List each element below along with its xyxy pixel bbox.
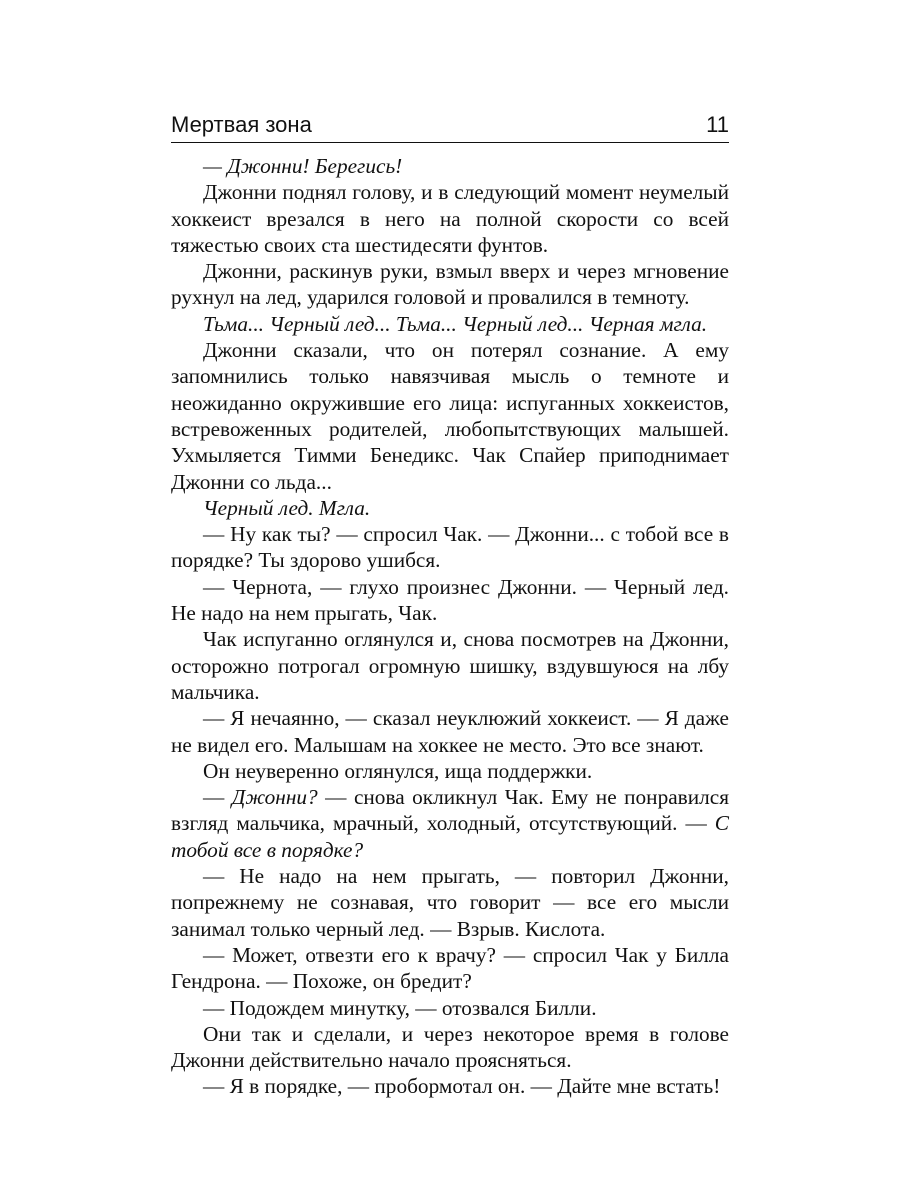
paragraph <box>171 311 729 337</box>
text-run: — Ну как ты? — спросил Чак. — Джонни... с тобой все в порядке? Ты здорово ушибся. <box>171 522 729 573</box>
paragraph <box>171 705 729 758</box>
text-run: — <box>203 785 232 810</box>
italic-text: Черный лед. Мгла. <box>203 495 371 520</box>
paragraph <box>171 179 729 258</box>
paragraph <box>171 1021 729 1074</box>
running-header <box>171 112 729 143</box>
paragraph <box>171 626 729 705</box>
paragraph <box>171 863 729 942</box>
paragraph <box>171 995 729 1021</box>
page-number: 11 <box>706 112 729 137</box>
paragraph <box>171 521 729 574</box>
text-run: — Может, отвезти его к врачу? — спросил Чак у Билла Гендрона. — Похоже, он бредит? <box>171 942 729 994</box>
text-run: — Я в порядке, — пробормотал он. — Дайте мне встать! <box>203 1074 721 1099</box>
italic-text: Тьма... Черный лед... Тьма... Черный лед... Черная мгла. <box>203 311 708 336</box>
italic-text: С тобой все в порядке? <box>171 811 729 862</box>
text-run: Джонни сказали, что он потерял сознание. А ему запомнились только навязчивая мысль о темноте и неожиданно окружившие его лица: испуганных хоккеистов, встревоженных родителей, любопытствующих малышей. Ухмыляется Тимми Бенедикс. Чак Спайер приподнимает Джонни со льда... <box>171 338 729 494</box>
page-body <box>171 153 729 1100</box>
text-run: — Чернота, — глухо произнес Джонни. — Черный лед. Не надо на нем прыгать, Чак. <box>171 574 729 626</box>
book-page <box>171 112 729 1100</box>
italic-text: — Джонни! Берегись! <box>203 154 403 178</box>
paragraph <box>171 574 729 627</box>
text-run: — Я нечаянно, — сказал неуклюжий хоккеист. — Я даже не видел его. Малышам на хоккее не место. Это все знают. <box>171 706 729 757</box>
book-title: Мертвая зона <box>171 112 312 137</box>
paragraph <box>171 758 729 784</box>
paragraph <box>171 337 729 495</box>
text-run: Он неуверенно оглянулся, ища поддержки. <box>203 758 593 783</box>
paragraph <box>171 258 729 311</box>
text-run: Джонни поднял голову, и в следующий момент неумелый хоккеист врезался в него на полной скорости со всей тяжестью своих ста шестидесяти фунтов. <box>171 180 729 257</box>
paragraph <box>171 942 729 995</box>
text-run: — Подождем минутку, — отозвался Билли. <box>203 995 597 1020</box>
paragraph <box>171 495 729 521</box>
text-run: — Не надо на нем прыгать, — повторил Джонни, попрежнему не сознавая, что говорит — все его мысли занимал только черный лед. — Взрыв. Кислота. <box>171 864 729 941</box>
italic-text: Джонни? <box>231 785 318 810</box>
paragraph <box>171 784 729 863</box>
paragraph <box>171 1073 729 1099</box>
text-run: — снова окликнул Чак. Ему не понравился взгляд мальчика, мрачный, холодный, отсутствующий. — <box>171 785 729 836</box>
text-run: Джонни, раскинув руки, взмыл вверх и через мгновение рухнул на лед, ударился головой и провалился в темноту. <box>171 259 729 310</box>
text-run: Чак испуганно оглянулся и, снова посмотрев на Джонни, осторожно потрогал огромную шишку, вздувшуюся на лбу мальчика. <box>171 627 729 704</box>
paragraph <box>171 153 729 179</box>
text-run: Они так и сделали, и через некоторое время в голове Джонни действительно начало проясняться. <box>171 1021 729 1073</box>
